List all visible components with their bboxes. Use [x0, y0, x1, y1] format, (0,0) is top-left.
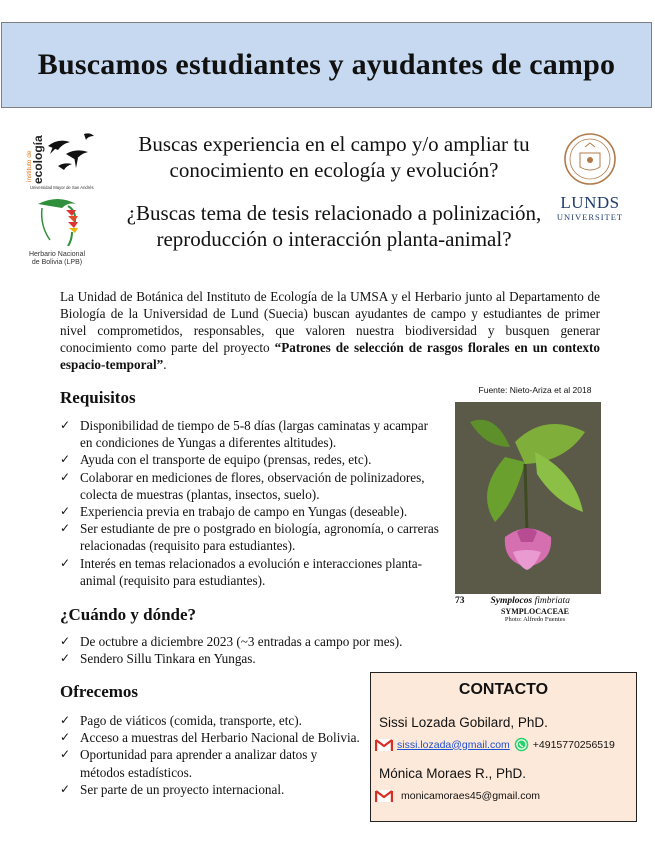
cuando-heading: ¿Cuándo y dónde? [60, 605, 197, 624]
ofrecemos-list [60, 712, 360, 798]
svg-text:Universidad Mayor de San André: Universidad Mayor de San Andrés [30, 185, 94, 190]
check-icon: ✓ [60, 452, 71, 467]
title-banner [1, 22, 652, 108]
check-icon: ✓ [60, 747, 71, 762]
check-icon: ✓ [60, 469, 71, 484]
list-item: ✓ Ser estudiante de pre o postgrado en biología, agronomía, o carreras relacionadas (requisito para estudiantes). [60, 521, 439, 554]
whatsapp-icon [514, 737, 529, 752]
intro-end: . [163, 357, 167, 372]
intro-paragraph [60, 288, 600, 373]
lunds-wordmark: LUNDS [560, 193, 620, 212]
photo-genus: Symplocos [490, 596, 533, 606]
svg-text:ecología: ecología [31, 135, 45, 184]
list-item: ✓ Disponibilidad de tiempo de 5-8 días (largas caminatas y acampar en condiciones de Yungas a diferentes altitudes). [60, 418, 429, 451]
photo-photographer: Photo: Alfredo Fuentes [504, 616, 566, 623]
page-title: Buscamos estudiantes y ayudantes de campo [37, 48, 616, 81]
project-name: “Patrones de selección de rasgos florales en un contexto espacio-temporal” [60, 340, 600, 372]
herbario-logo [28, 196, 94, 266]
cuando-section [60, 605, 460, 667]
contact-heading: CONTACTO [458, 681, 549, 698]
question-thesis: ¿Buscas tema de tesis relacionado a polinización, reproducción o interacción planta-animal? [126, 201, 542, 251]
ecologia-logo [14, 128, 102, 190]
list-item: ✓ Ayuda con el transporte de equipo (prensas, redes, etc). [60, 452, 372, 468]
photo-caption [455, 596, 615, 623]
list-item: ✓ De octubre a diciembre 2023 (~3 entradas a campo por mes). [60, 634, 403, 649]
email-link-1[interactable]: sissi.lozada@gmail.com [397, 738, 510, 751]
photo-credit: Fuente: Nieto-Ariza et al 2018 [478, 385, 592, 395]
gmail-icon [375, 789, 393, 803]
list-item: ✓ Experiencia previa en trabajo de campo en Yungas (deseable). [60, 504, 408, 520]
contact-row-1 [375, 737, 615, 752]
check-icon: ✓ [60, 418, 71, 432]
symplocos-photo [455, 402, 601, 594]
ecologia-logo-graphic [14, 128, 102, 190]
contact-row-2 [375, 789, 540, 803]
heliconia-icon [28, 196, 94, 246]
check-icon: ✓ [60, 634, 71, 648]
check-icon: ✓ [60, 651, 71, 666]
list-item: ✓ Ser parte de un proyecto internacional. [60, 781, 285, 797]
svg-text:instituto de: instituto de [26, 150, 33, 182]
flower-photo-graphic [455, 402, 601, 594]
question-experience: Buscas experiencia en el campo y/o ampliar tu conocimiento en ecología y evolución? [138, 132, 530, 182]
intro-text: La Unidad de Botánica del Instituto de Ecología de la UMSA y el Herbario junto al Departamento de Biología de la Universidad de Lund (Suecia) buscan ayudantes de campo y estudiantes de primer nivel comprometidos, responsables, que valoren nuestra biodiversidad y busquen generar conocimiento como parte del proyecto [60, 289, 600, 355]
check-icon: ✓ [60, 730, 71, 745]
list-item: ✓ Sendero Sillu Tinkara en Yungas. [60, 651, 256, 667]
lunds-sub: UNIVERSITET [556, 212, 624, 222]
list-item: ✓ Oportunidad para aprender a analizar datos y métodos estadísticos. [60, 747, 318, 780]
phone-number-1: +4915770256519 [532, 738, 615, 751]
contact-person-2: Mónica Moraes R., PhD. [379, 766, 527, 781]
photo-family: SYMPLOCACEAE [500, 607, 569, 616]
gmail-icon [375, 738, 393, 752]
contact-person-1: Sissi Lozada Gobilard, PhD. [379, 715, 548, 730]
ofrecemos-heading: Ofrecemos [60, 682, 139, 701]
check-icon: ✓ [60, 713, 71, 727]
list-item: ✓ Interés en temas relacionados a evolución e interacciones planta-animal (requisito para estudiantes). [60, 555, 422, 588]
herbario-logo-text: Herbario Nacional de Bolivia (LPB) [28, 251, 86, 266]
email-2[interactable]: monicamoraes45@gmail.com [401, 790, 541, 802]
check-icon: ✓ [60, 555, 71, 570]
requisitos-section [60, 388, 440, 589]
check-icon: ✓ [60, 504, 71, 519]
list-item: ✓ Colaborar en mediciones de flores, observación de polinizadores, colecta de muestras (plantas, insectos, suelo). [60, 469, 425, 502]
list-item: ✓ Pago de viáticos (comida, transporte, etc). [60, 713, 302, 728]
photo-species: fimbriata [534, 596, 570, 606]
ofrecemos-section [60, 682, 360, 798]
contact-box [370, 672, 637, 822]
check-icon: ✓ [60, 521, 71, 536]
cuando-list [60, 633, 460, 667]
list-item: ✓ Acceso a muestras del Herbario Nacional de Bolivia. [60, 730, 360, 746]
photo-number: 73 [455, 596, 465, 606]
check-icon: ✓ [60, 781, 71, 796]
requisitos-list [60, 417, 440, 589]
requisitos-heading: Requisitos [60, 388, 136, 407]
